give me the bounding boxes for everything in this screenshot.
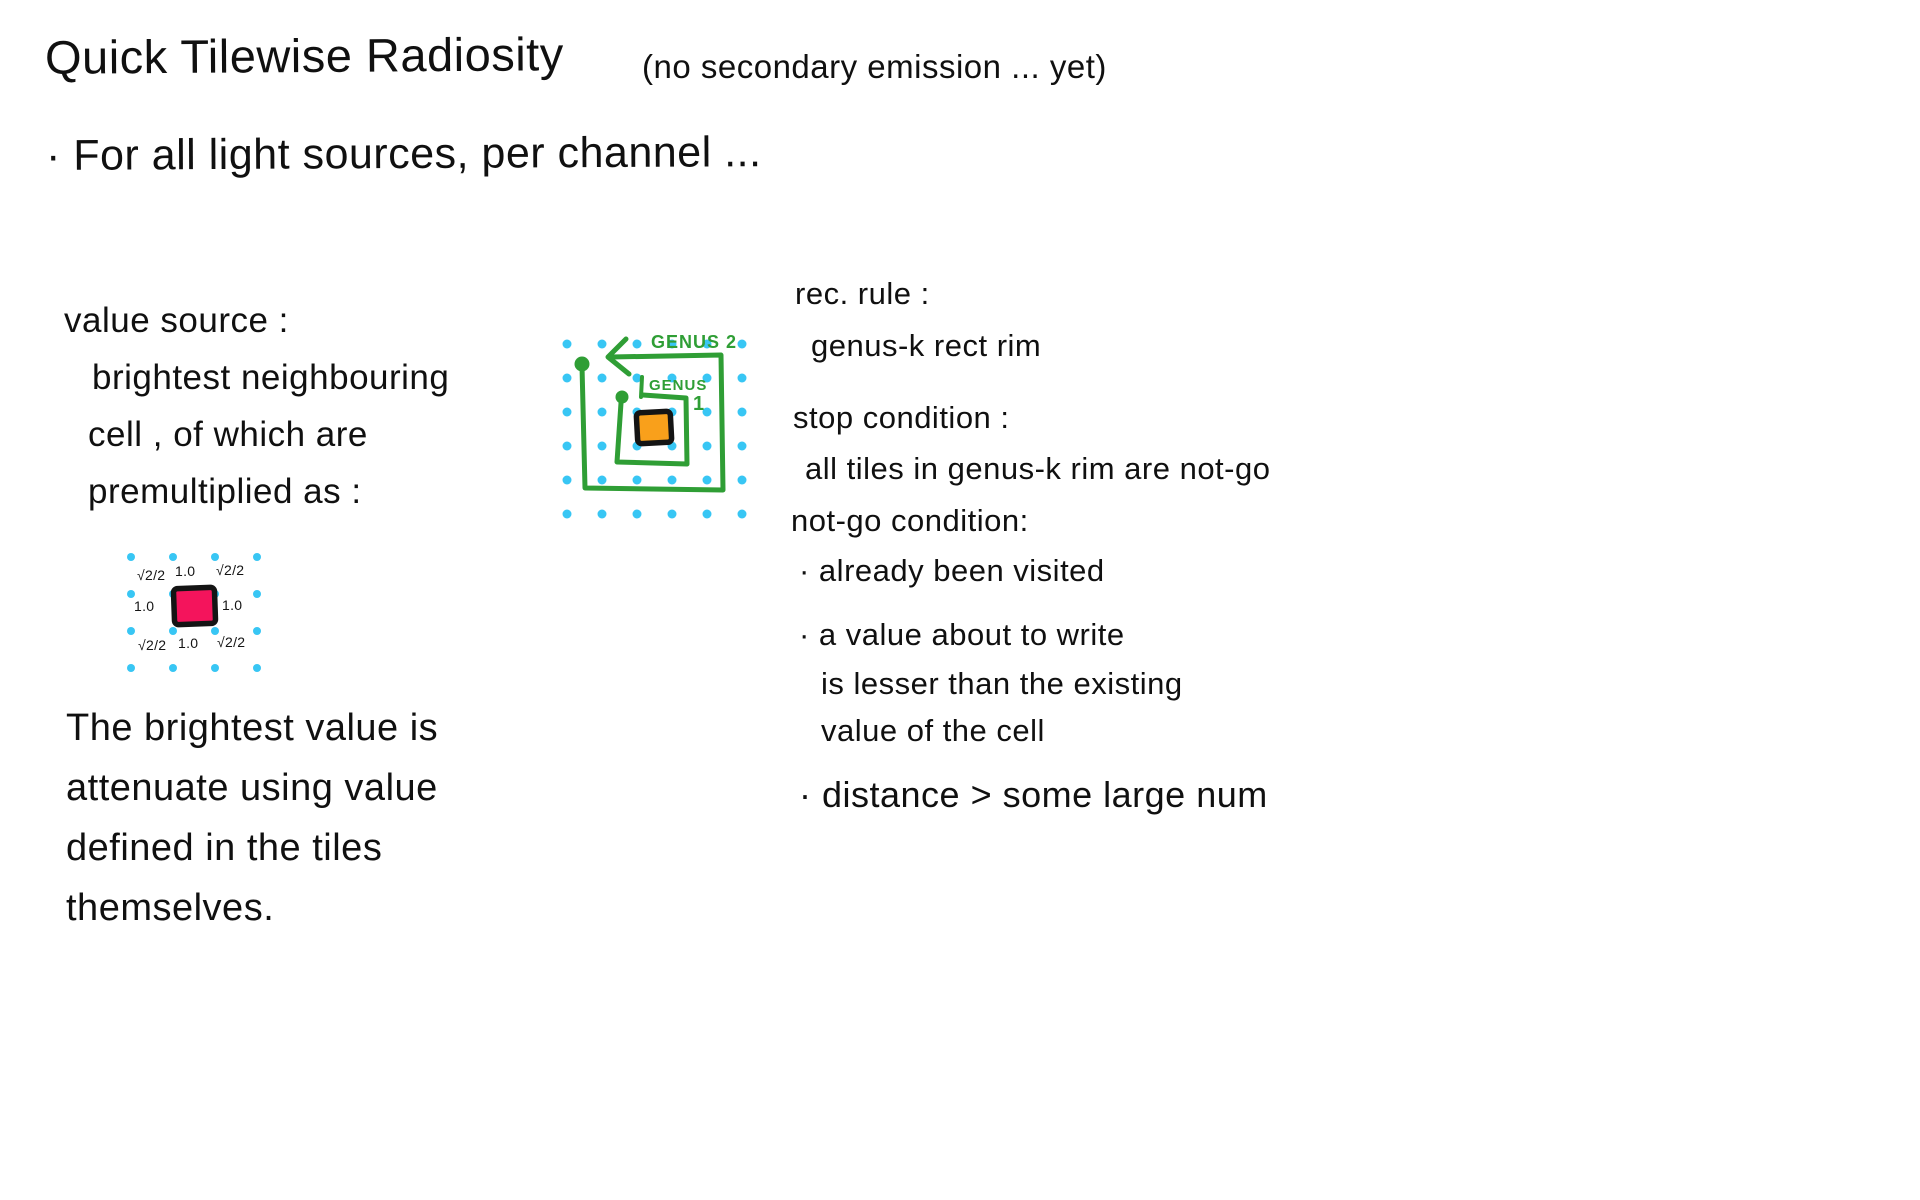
grid-dot (253, 664, 261, 672)
grid-dot (598, 476, 607, 485)
grid-dot (598, 408, 607, 417)
grid-dot (211, 664, 219, 672)
grid-dot (633, 476, 642, 485)
not-go-bullet-visited: · already been visited (799, 553, 1105, 588)
not-go-bullet-lesser-line-2: is lesser than the existing (821, 666, 1183, 701)
grid-dot (169, 664, 177, 672)
grid-dot (738, 442, 747, 451)
not-go-header: not-go condition: (791, 503, 1029, 538)
weight-left: 1.0 (134, 598, 155, 614)
brightness-line-4: themselves. (66, 887, 275, 929)
grid-dot (738, 510, 747, 519)
page-title-note: (no secondary emission ... yet) (642, 48, 1107, 85)
rec-rule-line-2: genus-k rect rim (811, 328, 1042, 363)
grid-dot (253, 627, 261, 635)
page-title: Quick Tilewise Radiosity (44, 27, 564, 84)
brightness-line-3: defined in the tiles (66, 827, 383, 869)
genus1-label-number: 1 (693, 393, 706, 415)
genus2-start-pin (575, 357, 590, 372)
grid-dot (127, 553, 135, 561)
grid-dot (598, 374, 607, 383)
grid-dot (633, 340, 642, 349)
grid-dot (703, 442, 712, 451)
genus2-label: GENUS 2 (651, 332, 738, 352)
grid-dot (127, 627, 135, 635)
value-source-note (64, 292, 449, 520)
genus-rim-diagram (545, 318, 790, 543)
value-source-line-2: brightest neighbouring (92, 358, 450, 397)
stop-condition-line-2: all tiles in genus-k rim are not-go (805, 451, 1271, 486)
brightness-line-2: attenuate using value (66, 767, 438, 809)
grid-dot (738, 374, 747, 383)
brightness-line-1: The brightest value is (66, 707, 439, 749)
grid-dot (563, 340, 572, 349)
weight-bottom-right: √2/2 (217, 634, 246, 650)
grid-dot (738, 340, 747, 349)
value-source-line-3: cell , of which are (88, 415, 368, 454)
weight-top: 1.0 (175, 563, 196, 579)
grid-dot (169, 627, 177, 635)
value-source-line-1: value source : (64, 301, 289, 340)
weight-top-left: √2/2 (137, 567, 166, 583)
weight-bottom: 1.0 (178, 635, 199, 651)
grid-dot (703, 510, 712, 519)
value-source-line-4: premultiplied as : (88, 472, 362, 511)
stop-condition-note (793, 392, 1270, 494)
weight-bottom-left: √2/2 (138, 637, 167, 653)
grid-dot (668, 476, 677, 485)
grid-dot (738, 476, 747, 485)
genus1-start-pin (616, 391, 629, 404)
grid-dot (127, 664, 135, 672)
grid-dot (563, 510, 572, 519)
grid-dot (738, 408, 747, 417)
genus1-label-tick (641, 377, 642, 397)
grid-dot (598, 442, 607, 451)
grid-dot (169, 553, 177, 561)
grid-dot (598, 340, 607, 349)
genus1-label-word: GENUS (649, 377, 708, 394)
grid-dot (633, 510, 642, 519)
grid-dot (127, 590, 135, 598)
grid-dot (563, 442, 572, 451)
stop-condition-line-1: stop condition : (793, 400, 1010, 435)
not-go-bullet-distance: · distance > some large num (799, 774, 1268, 815)
neighbor-weights-diagram (106, 542, 291, 687)
weight-top-right: √2/2 (216, 562, 245, 578)
grid-dot (563, 408, 572, 417)
grid-dot (598, 510, 607, 519)
not-go-bullet-lesser-line-3: value of the cell (821, 713, 1045, 748)
weight-right: 1.0 (222, 597, 243, 613)
not-go-bullet-lesser-line-1: · a value about to write (799, 617, 1125, 652)
grid-dot (211, 553, 219, 561)
not-go-condition-note (791, 496, 1268, 820)
rec-rule-line-1: rec. rule : (795, 276, 930, 311)
brightness-note (66, 698, 438, 938)
grid-dot (668, 510, 677, 519)
subtitle-bullet-line: · For all light sources, per channel ... (45, 128, 762, 180)
grid-dot (563, 374, 572, 383)
grid-dot (703, 476, 712, 485)
grid-dot (253, 590, 261, 598)
rec-rule-note (795, 268, 1041, 372)
center-light-tile (636, 411, 672, 444)
grid-dot (253, 553, 261, 561)
grid-dot (563, 476, 572, 485)
center-source-tile (173, 587, 215, 624)
